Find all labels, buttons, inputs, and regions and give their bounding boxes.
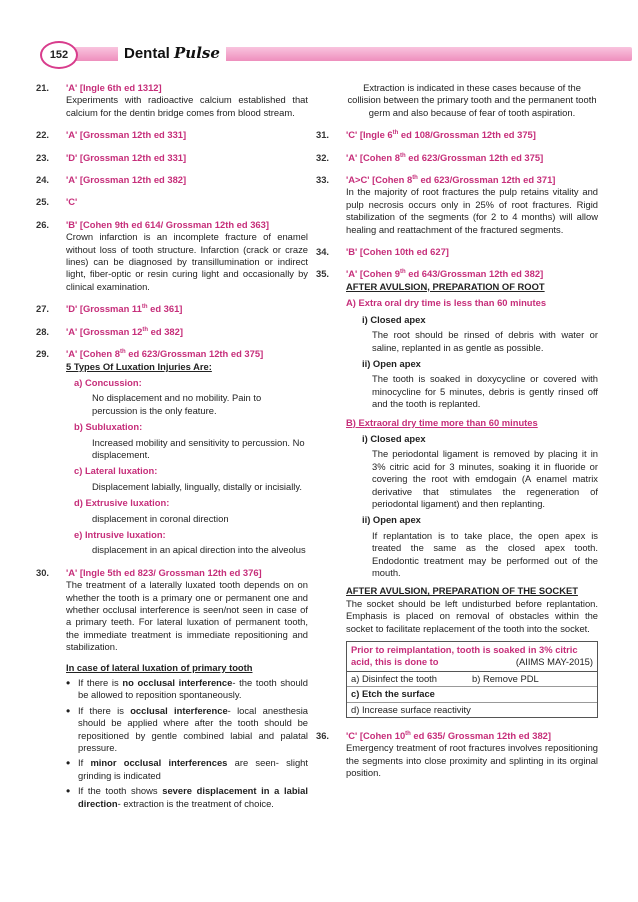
box-question-text: Prior to reimplantation, tooth is soaked in 3% citric acid, this is done to: [351, 644, 578, 668]
ref-sup: th: [405, 730, 411, 737]
luxation-desc: Increased mobility and sensitivity to percussion. No displacement.: [92, 436, 305, 460]
luxation-desc: No displacement and no mobility. Pain to percussion is the only feature.: [92, 392, 262, 416]
right-column: [316, 82, 598, 790]
box-source: (AIIMS MAY-2015): [515, 656, 593, 668]
answer-27: [36, 303, 308, 315]
answer-text: Crown infarction is an incomplete fracture of enamel without loss of tooth structure. Infarction (crack or craze lines) can be diagnosed by transillumination or indirect light, fiber-optic or resin curing light and occasionally by clinical examination.: [66, 231, 308, 292]
title-bold: Dental: [124, 45, 170, 62]
ref-part: ed 635/ Grossman 12th ed 382]: [410, 730, 551, 742]
ref-part: ed 382]: [148, 325, 183, 337]
journal-title: [118, 41, 226, 66]
answer-number: 36.: [316, 730, 330, 742]
answer-ref: [346, 268, 598, 280]
luxation-desc: Displacement labially, lingually, distally or incisially.: [92, 480, 302, 492]
ref-part: 'A' [Cohen 8: [66, 348, 120, 360]
section-heading: AFTER AVULSION, PREPARATION OF ROOT: [346, 280, 545, 292]
answer-23: [36, 152, 308, 164]
question-box: [346, 641, 598, 718]
luxation-label: d) Extrusive luxation:: [74, 497, 170, 509]
bullet-item: [66, 705, 308, 755]
bullet-text: - extraction is the treatment of choice.: [117, 797, 274, 809]
box-option-d: d) Increase surface reactivity: [351, 703, 471, 715]
answer-36: [316, 730, 598, 780]
ref-part: ed 623/Grossman 12th ed 375]: [405, 151, 544, 163]
section-heading: In case of lateral luxation of primary tooth: [66, 661, 253, 673]
answer-ref: [346, 730, 598, 742]
ref-part: 'A' [Cohen 9: [346, 268, 400, 280]
answer-29: [36, 348, 308, 557]
answer-ref: [66, 326, 308, 338]
page-number: 152: [40, 41, 78, 69]
answer-number: 34.: [316, 246, 330, 258]
answer-30: [36, 567, 308, 810]
bullet-text: are seen- slight grinding is indicated: [78, 757, 308, 781]
box-row: [347, 687, 597, 702]
subsection-label: ii) Open apex: [362, 357, 421, 369]
section-heading: 5 Types Of Luxation Injuries Are:: [66, 360, 212, 372]
ref-part: 'C' [Cohen 10: [346, 730, 406, 742]
answer-24: [36, 174, 308, 186]
answer-ref: 'C': [66, 196, 78, 208]
bullet-bold: no occlusal interference: [122, 677, 233, 689]
subsection-label: i) Closed apex: [362, 313, 426, 325]
ref-part: 'A' [Grossman 12: [66, 325, 143, 337]
luxation-label: c) Lateral luxation:: [74, 465, 158, 477]
ref-part: 'A>C' [Cohen 8: [346, 174, 413, 186]
ref-part: 'A' [Cohen 8: [346, 151, 400, 163]
answer-number: 32.: [316, 151, 330, 163]
subsection-text: The tooth is soaked in doxycycline or covered with minocycline for 5 minutes, debris is gently rinsed off and the tooth is replanted.: [372, 373, 598, 410]
answer-number: 25.: [36, 196, 50, 208]
ref-part: ed 623/Grossman 12th ed 375]: [125, 348, 264, 360]
bullet-text: If: [78, 757, 91, 769]
answer-ref: [346, 129, 598, 141]
title-italic: Pulse: [174, 44, 220, 62]
answer-ref: [66, 303, 308, 315]
ref-part: 'D' [Grossman 11: [66, 303, 142, 315]
ref-part: ed 623/Grossman 12th ed 371]: [417, 174, 556, 186]
ref-sup: th: [141, 304, 148, 311]
subsection-text: The periodontal ligament is removed by placing it in 3% citric acid for 3 minutes, soaking it in fluoride or covering the root with emdogain (A enamel matrix derivative that stimulates the regeneration of periodontal ligament) and then replanting.: [372, 448, 598, 509]
answer-32: [316, 152, 598, 164]
ref-sup: th: [392, 130, 399, 137]
answer-ref: 'A' [Ingle 5th ed 823/ Grossman 12th ed 376]: [66, 566, 262, 578]
section-b-list: [354, 433, 598, 579]
ref-sup: th: [142, 326, 149, 333]
answer-text: Experiments with radioactive calcium established that calcium for the dentin bridge comes from blood stream.: [66, 94, 308, 118]
left-column: [36, 82, 308, 820]
bullet-bold: severe displacement in a labial direction: [78, 785, 308, 809]
box-option-c: c) Etch the surface: [351, 688, 435, 700]
answer-33: [316, 174, 598, 236]
bullet-item: [66, 785, 308, 810]
answer-34: [316, 246, 598, 258]
bullet-text: - local anesthesia should be applied where after the tooth should be repositioned by gentle combined labial and palatal pressure.: [78, 704, 308, 754]
answer-number: 35.: [316, 268, 330, 280]
answer-ref: [346, 174, 598, 186]
page-header: [40, 41, 630, 67]
answer-text: Emergency treatment of root fractures involves repositioning the segments into close proximity and splinting in its orginal position.: [346, 742, 598, 779]
continuation-text: Extraction is indicated in these cases because of the collision between the primary tooth and the permanent tooth germ and also because of fear of tooth aspiration.: [347, 82, 597, 118]
answer-number: 23.: [36, 151, 50, 163]
box-option-b: b) Remove PDL: [472, 672, 539, 684]
luxation-list: [74, 377, 308, 557]
answer-ref: 'B' [Cohen 9th ed 614/ Grossman 12th ed 363]: [66, 218, 269, 230]
luxation-desc: displacement in an apical direction into the alveolus: [92, 544, 306, 556]
answer-number: 21.: [36, 82, 50, 93]
ref-sup: th: [399, 152, 406, 159]
bullet-text: - the tooth should be allowed to reposition spontaneously.: [78, 677, 308, 701]
subsection-label: i) Closed apex: [362, 432, 426, 444]
section-a-title: A) Extra oral dry time is less than 60 minutes: [346, 297, 547, 309]
ref-sup: th: [412, 174, 418, 181]
answer-number: 31.: [316, 129, 330, 141]
luxation-desc: displacement in coronal direction: [92, 512, 229, 524]
ref-sup: th: [399, 269, 406, 276]
section-a-list: [354, 314, 598, 411]
answer-ref: 'A' [Grossman 12th ed 382]: [66, 174, 187, 186]
luxation-label: b) Subluxation:: [74, 421, 143, 433]
continuation-paragraph: [316, 82, 598, 119]
ref-part: ed 108/Grossman 12th ed 375]: [398, 129, 536, 141]
answer-ref: 'B' [Cohen 10th ed 627]: [346, 246, 449, 258]
answer-35: [316, 268, 598, 718]
bullet-bold: occlusal interference: [130, 704, 228, 716]
ref-sup: th: [119, 348, 126, 355]
answer-ref: [66, 348, 308, 360]
luxation-label: a) Concussion:: [74, 376, 142, 388]
bullet-item: [66, 757, 308, 782]
answer-31: [316, 129, 598, 141]
answer-21: [36, 82, 308, 119]
subsection-text: The root should be rinsed of debris with water or saline, replanted in as gentle as possible.: [372, 329, 598, 353]
box-option-a: a) Disinfect the tooth: [351, 672, 437, 684]
answer-number: 22.: [36, 129, 50, 141]
subsection-label: ii) Open apex: [362, 514, 421, 526]
ref-part: ed 361]: [147, 303, 183, 315]
luxation-label: e) Intrusive luxation:: [74, 528, 166, 540]
answer-number: 30.: [36, 566, 50, 578]
bullet-text: If the tooth shows: [78, 785, 163, 797]
answer-text: The treatment of a laterally luxated tooth depends on on whether the tooth is a primary one or permanent one and whether occlusal interference is seen/not seen in case of a primary teeth. For lateral luxation of permanent tooth, the immediate treatment is immediate repositioning and stabilization.: [66, 579, 308, 653]
answer-number: 33.: [316, 174, 330, 186]
answer-number: 24.: [36, 174, 50, 186]
socket-text: The socket should be left undisturbed before replantation. Emphasis is placed on removal of obstacles within the socket to facilitate replacement of the tooth into the socket.: [346, 597, 598, 634]
answer-25: [36, 196, 308, 208]
answer-22: [36, 129, 308, 141]
box-row: [347, 703, 597, 717]
answer-number: 28.: [36, 325, 50, 337]
answer-ref: 'D' [Grossman 12th ed 331]: [66, 151, 187, 163]
bullet-text: If there is: [78, 677, 123, 689]
ref-part: 'C' [Ingle 6: [346, 129, 393, 141]
section-b-title: B) Extraoral dry time more than 60 minutes: [346, 416, 538, 428]
box-question: [347, 642, 597, 672]
ref-part: ed 643/Grossman 12th ed 382]: [405, 268, 544, 280]
subsection-text: If replantation is to take place, the open apex is treated the same as the closed apex tooth. Endodontic treatment may be performed out of the mouth.: [372, 529, 598, 578]
bullet-item: [66, 677, 308, 702]
socket-heading: AFTER AVULSION, PREPARATION OF THE SOCKET: [346, 585, 578, 597]
answer-ref: 'A' [Grossman 12th ed 331]: [66, 129, 187, 141]
answer-text: In the majority of root fractures the pulp retains vitality and pulp necrosis occurs only in 25% of root fractures. Rigid stabilization of the segments (for 2 to 4 months) will allow healing and reattachment of the fractured segments.: [346, 186, 598, 235]
answer-number: 27.: [36, 303, 50, 315]
box-row: [347, 672, 597, 687]
bullet-bold: minor occlusal interferences: [90, 757, 228, 769]
answer-ref: 'A' [Ingle 6th ed 1312]: [66, 82, 162, 93]
answer-ref: [346, 152, 598, 164]
bullet-text: If there is: [78, 704, 131, 716]
answer-26: [36, 219, 308, 293]
answer-number: 29.: [36, 348, 50, 360]
answer-number: 26.: [36, 218, 50, 230]
answer-28: [36, 326, 308, 338]
